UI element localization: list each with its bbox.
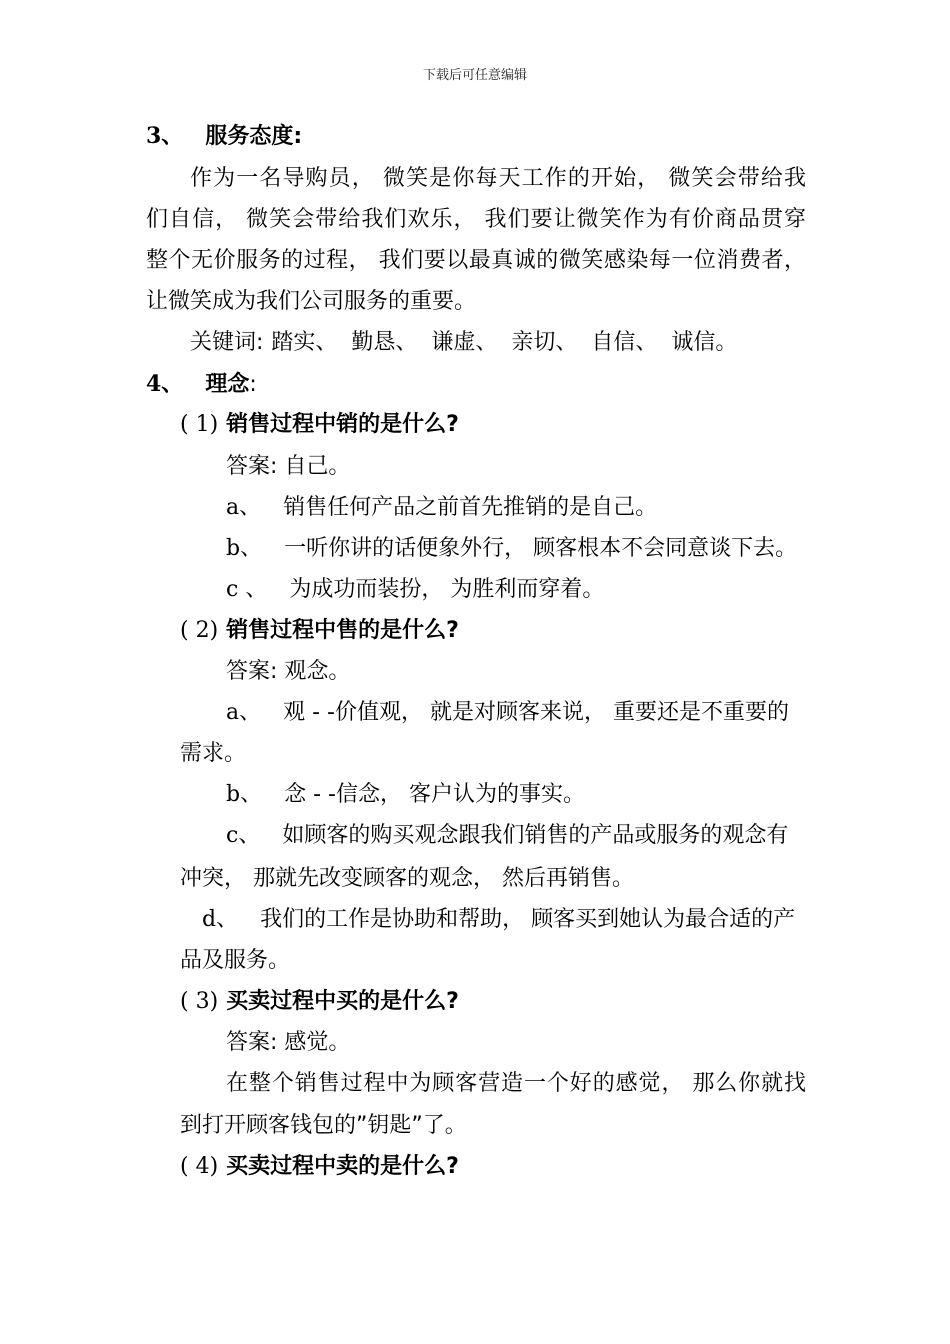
q1-item-b-text: 一听你讲的话便象外行， 顾客根本不会同意谈下去。 — [284, 536, 798, 561]
q3-title: 买卖过程中买的是什么? — [226, 989, 459, 1014]
q1-item-a — [226, 493, 657, 523]
q1-item-c-text: 为成功而装扮， 为胜利而穿着。 — [289, 577, 605, 602]
q2-item-a-label: a、 — [226, 700, 262, 725]
q3-heading — [180, 987, 459, 1017]
sec3-para-line-4: 让微笑成为我们公司服务的重要。 — [146, 289, 477, 314]
section-3-title: 服务态度: — [205, 124, 303, 149]
q2-item-a-line-2: 需求。 — [180, 741, 247, 766]
q1-item-c-label: c 、 — [226, 577, 268, 602]
q1-title: 销售过程中销的是什么? — [226, 412, 459, 437]
q2-item-d-line-2: 品及服务。 — [180, 948, 291, 973]
sec3-para-line-1: 作为一名导购员， 微笑是你每天工作的开始， 微笑会带给我 — [190, 166, 806, 191]
q1-item-a-text: 销售任何产品之前首先推销的是自己。 — [283, 495, 658, 520]
q2-title: 销售过程中售的是什么? — [226, 618, 459, 643]
q3-para-line-1: 在整个销售过程中为顾客营造一个好的感觉， 那么你就找 — [226, 1071, 806, 1096]
keywords-list: 踏实、 勤恳、 谦虚、 亲切、 自信、 诚信。 — [271, 330, 738, 355]
q1-heading — [180, 410, 459, 440]
q2-item-c — [226, 821, 788, 851]
q4-heading — [180, 1152, 459, 1182]
q2-item-d-label: d、 — [202, 907, 239, 932]
section-4-colon: : — [249, 372, 257, 397]
section-3-heading — [146, 121, 302, 152]
q2-item-c-label: c、 — [226, 823, 261, 848]
q2-item-a-line-1: 观 - -价值观， 就是对顾客来说， 重要还是不重要的 — [283, 700, 789, 725]
q1-item-a-label: a、 — [226, 495, 262, 520]
sec3-para-line-3: 整个无价服务的过程， 我们要以最真诚的微笑感染每一位消费者， — [146, 248, 806, 273]
page-header: 下载后可任意编辑 — [422, 68, 527, 83]
q2-item-b-label: b、 — [226, 782, 263, 807]
q2-item-b-text: 念 - -信念， 客户认为的事实。 — [284, 782, 585, 807]
q2-heading — [180, 616, 459, 646]
q4-title: 买卖过程中卖的是什么? — [226, 1154, 459, 1179]
q1-item-c — [226, 575, 604, 605]
section-4-heading — [146, 369, 257, 400]
q1-answer: 答案: 自己。 — [226, 454, 351, 479]
keywords-label: 关键词: — [190, 330, 264, 355]
q2-answer: 答案: 观念。 — [226, 659, 351, 684]
q2-item-d-line-1: 我们的工作是协助和帮助， 顾客买到她认为最合适的产 — [260, 907, 796, 932]
q2-number: ( 2) — [180, 618, 219, 643]
sec3-para-line-2: 们自信， 微笑会带给我们欢乐， 我们要让微笑作为有价商品贯穿 — [146, 207, 806, 232]
q4-number: ( 4) — [180, 1154, 219, 1179]
q2-item-c-line-1: 如顾客的购买观念跟我们销售的产品或服务的观念有 — [282, 823, 789, 848]
q1-number: ( 1) — [180, 412, 219, 437]
q2-item-c-line-2: 冲突， 那就先改变顾客的观念， 然后再销售。 — [180, 866, 634, 891]
section-4-number: 4、 — [146, 371, 184, 397]
q3-number: ( 3) — [180, 989, 219, 1014]
q3-para-line-2: 到打开顾客钱包的”钥匙”了。 — [180, 1113, 467, 1138]
section-4-title: 理念 — [205, 372, 250, 397]
q2-item-d — [202, 905, 795, 935]
q3-answer: 答案: 感觉。 — [226, 1030, 351, 1055]
q2-item-a — [226, 698, 806, 728]
q1-item-b-label: b、 — [226, 536, 263, 561]
q1-item-b — [226, 534, 797, 564]
section-3-number: 3、 — [146, 123, 184, 149]
q2-item-b — [226, 780, 585, 810]
keywords-line — [190, 328, 737, 358]
